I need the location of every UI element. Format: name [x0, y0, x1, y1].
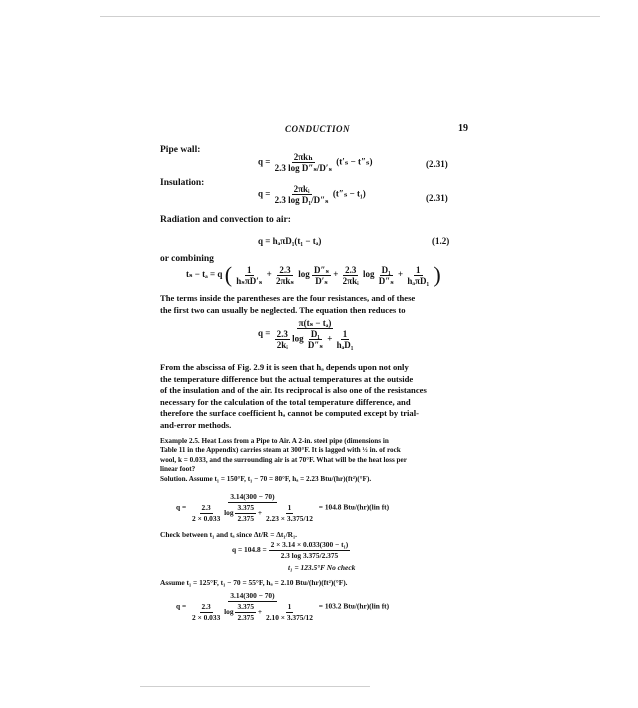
pipe-wall-eq-no: (2.31): [426, 159, 448, 169]
example-line: Table 11 in the Appendix) carries steam at 300°F. It is lagged with ½ in. of rock: [160, 446, 401, 455]
term1-num: 1: [247, 264, 252, 275]
check-fraction: [269, 540, 351, 561]
radiation-eq-no: (1.2): [432, 236, 450, 246]
reduced-b-den: hₐD₁: [336, 340, 354, 350]
combined-lhs: tₛ − tₐ = q: [186, 269, 223, 280]
combined-term-2: [274, 265, 296, 286]
q1-b-den: 2.23 × 3.375/12: [266, 514, 313, 523]
reduced-den: $\frac{2.3}{\text{2kᵢ}}$ log $\frac{\text{D₁}}{\text{D″ₛ}}$ + $\frac{1}{\text{hₐD₁}}$: [276, 329, 354, 350]
q2-lhs: q =: [176, 601, 187, 611]
q2-ratio-den: 2.375: [237, 613, 255, 622]
q2-log: log: [224, 607, 234, 617]
q2-fraction: [188, 591, 317, 623]
insulation-num: 2πkᵢ: [293, 184, 310, 194]
q1-ratio: [235, 503, 256, 524]
example-line: wool, k = 0.033, and the surrounding air is at 70°F. What will be the heat loss per: [160, 455, 407, 464]
check-equation: [232, 540, 350, 561]
pipe-wall-fraction: [273, 152, 334, 173]
check-den: 2.3 log 3.375/2.375: [280, 551, 339, 560]
reduced-equation: [258, 318, 357, 350]
term2-den: 2πkₛ: [275, 275, 294, 286]
paragraph-line: of the insulation and of the air. Its reciprocal is also one of the resistances: [160, 385, 427, 396]
top-scan-rule: [100, 16, 600, 17]
pipe-wall-den: 2.3 log D″ₛ/D′ₛ: [274, 163, 332, 173]
combined-term-3-ratio: [377, 265, 396, 286]
combined-equation: tₛ − tₐ = q ( $\frac{1}{\text{hₛπD′ₛ}}$ + $\frac{2.3}{\text{2πkₛ}}$ log $\frac{\text{D″ₛ}}{\text{D′ₛ}}$ + $\frac{2.3}{\text{2πkᵢ}}$ log $\frac{\text{D₁}}{\text{D″ₛ}}$ + $\frac{1}{\text{hₐπD₁}}$ ): [186, 262, 441, 287]
open-paren: (: [224, 262, 233, 287]
example-statement: [160, 437, 465, 484]
combined-term-1: [234, 265, 264, 286]
combining-label: or combining: [160, 254, 214, 264]
insulation-rhs: (t″ₛ − t₁): [332, 188, 366, 199]
q2-a-num: 2.3: [201, 602, 211, 611]
resistances-paragraph: [160, 293, 460, 316]
reduced-ratio-num: D₁: [310, 329, 321, 339]
insulation-equation: [258, 184, 366, 205]
reduced-a-num: 2.3: [276, 329, 288, 339]
insulation-eq-no: (2.31): [426, 193, 448, 203]
q2-a: [190, 602, 222, 623]
reduced-lhs: q =: [258, 328, 271, 339]
reduced-fraction: [273, 318, 358, 350]
check-result: t₁ = 123.5°F No check: [288, 563, 356, 572]
q2-ratio: [235, 602, 256, 623]
q1-lhs: q =: [176, 502, 187, 512]
q1-b: [264, 503, 315, 524]
pipe-wall-rhs: (t′ₛ − t″ₛ): [336, 156, 373, 167]
pipe-wall-num: 2πkₕ: [293, 152, 313, 162]
pipe-wall-label: Pipe wall:: [160, 145, 201, 155]
reduced-a-den: 2kᵢ: [276, 340, 288, 350]
term3-log: log: [362, 269, 375, 280]
paragraph-line: From the abscissa of Fig. 2.9 it is seen that hₐ depends upon not only: [160, 362, 409, 372]
combined-term-2-ratio: [312, 265, 331, 286]
page-number: 19: [458, 123, 468, 134]
example-q1: [176, 492, 389, 524]
q2-ratio-num: 3.375: [237, 602, 255, 611]
example-solution: Solution. Assume t₁ = 150°F, t₁ − 70 = 80°F, hₐ = 2.23 Btu/(hr)(ft²)(°F).: [160, 474, 372, 483]
insulation-fraction: [273, 184, 331, 205]
reduced-a: [275, 329, 290, 350]
q2-rhs: = 103.2 Btu/(hr)(lin ft): [318, 601, 390, 611]
term4-den: hₐπD₁: [407, 275, 430, 286]
close-paren: ): [433, 262, 441, 287]
q1-a-num: 2.3: [201, 503, 211, 512]
reduced-ratio-den: D″ₛ: [307, 340, 323, 350]
paragraph-line: therefore the surface coefficient hₐ cannot be computed except by trial-: [160, 408, 419, 419]
q1-den: $\frac{2.3}{2 \times 0.033}$ log $\frac{3.375}{2.375}$ + $\frac{1}{2.23 \times 3.375/12}$: [192, 503, 313, 523]
radiation-equation: q = hₐπD₁(t₁ − tₐ): [258, 236, 322, 246]
q2-b-den: 2.10 × 3.375/12: [266, 613, 313, 622]
reduced-ratio: [306, 329, 325, 350]
q2-num: 3.14(300 − 70): [230, 591, 275, 600]
abscissa-paragraph: [160, 362, 460, 432]
assume-second: Assume t₁ = 125°F, t₁ − 70 = 55°F, hₐ = 2.10 Btu/(hr)(ft²)(°F).: [160, 578, 348, 587]
q1-ratio-den: 2.375: [237, 514, 255, 523]
paragraph-line: necessary for the calculation of the total temperature difference, and: [160, 396, 411, 407]
reduced-num: π(tₛ − tₐ): [298, 318, 332, 328]
q1-fraction: [188, 492, 317, 524]
q2-b-num: 1: [287, 602, 292, 611]
example-q2: [176, 591, 389, 623]
combined-term-4: [405, 265, 431, 286]
term2-ratio-num: D″ₛ: [314, 264, 330, 275]
term1-den: hₛπD′ₛ: [236, 275, 263, 286]
check-num: 2 × 3.14 × 0.033(300 − t₁): [270, 540, 349, 549]
insulation-lhs: q =: [258, 188, 271, 199]
reduced-log: log: [292, 333, 304, 344]
term2-num: 2.3: [279, 264, 291, 275]
example-line: Example 2.5. Heat Loss from a Pipe to Air. A 2-in. steel pipe (dimensions in: [160, 437, 389, 445]
insulation-label: Insulation:: [160, 178, 205, 188]
term3-den: 2πkᵢ: [342, 275, 359, 286]
reduced-b-num: 1: [342, 329, 348, 339]
q1-rhs: = 104.8 Btu/(hr)(lin ft): [318, 502, 390, 512]
q2-a-den: 2 × 0.033: [192, 613, 221, 622]
q1-log: log: [224, 508, 234, 518]
term3-ratio-den: D″ₛ: [378, 275, 394, 286]
q1-num: 3.14(300 − 70): [230, 492, 275, 501]
reduced-b: [335, 329, 356, 350]
q1-b-num: 1: [287, 503, 292, 512]
q2-b: [264, 602, 315, 623]
term3-num: 2.3: [345, 264, 357, 275]
term2-ratio-den: D′ₛ: [315, 275, 328, 286]
check-lhs: q = 104.8 =: [232, 545, 267, 555]
check-line: Check between t₁ and tₐ since Δt/R = Δt₁/R₁.: [160, 530, 298, 539]
bottom-scan-rule: [140, 686, 370, 687]
paragraph-line: the first two can usually be neglected. The equation then reduces to: [160, 304, 406, 315]
radiation-label: Radiation and convection to air:: [160, 215, 291, 225]
insulation-den: 2.3 log D₁/D″ₛ: [274, 195, 329, 205]
q1-a-den: 2 × 0.033: [192, 514, 221, 523]
combined-term-3: [341, 265, 361, 286]
term2-log: log: [298, 269, 310, 280]
running-title: CONDUCTION: [285, 124, 351, 134]
paragraph-line: and-error methods.: [160, 419, 232, 430]
term4-num: 1: [416, 264, 421, 275]
pipe-wall-lhs: q =: [258, 156, 271, 167]
paragraph-line: the temperature difference but the actual temperatures at the outside: [160, 373, 414, 384]
q1-ratio-num: 3.375: [237, 503, 255, 512]
pipe-wall-equation: [258, 152, 372, 173]
term3-ratio-num: D₁: [381, 264, 391, 275]
example-line: linear foot?: [160, 465, 196, 474]
q1-a: [190, 503, 222, 524]
paragraph-line: The terms inside the parentheses are the four resistances, and of these: [160, 293, 416, 303]
q2-den: $\frac{2.3}{2 \times 0.033}$ log $\frac{3.375}{2.375}$ + $\frac{1}{2.10 \times 3.375/12}$: [192, 602, 313, 622]
